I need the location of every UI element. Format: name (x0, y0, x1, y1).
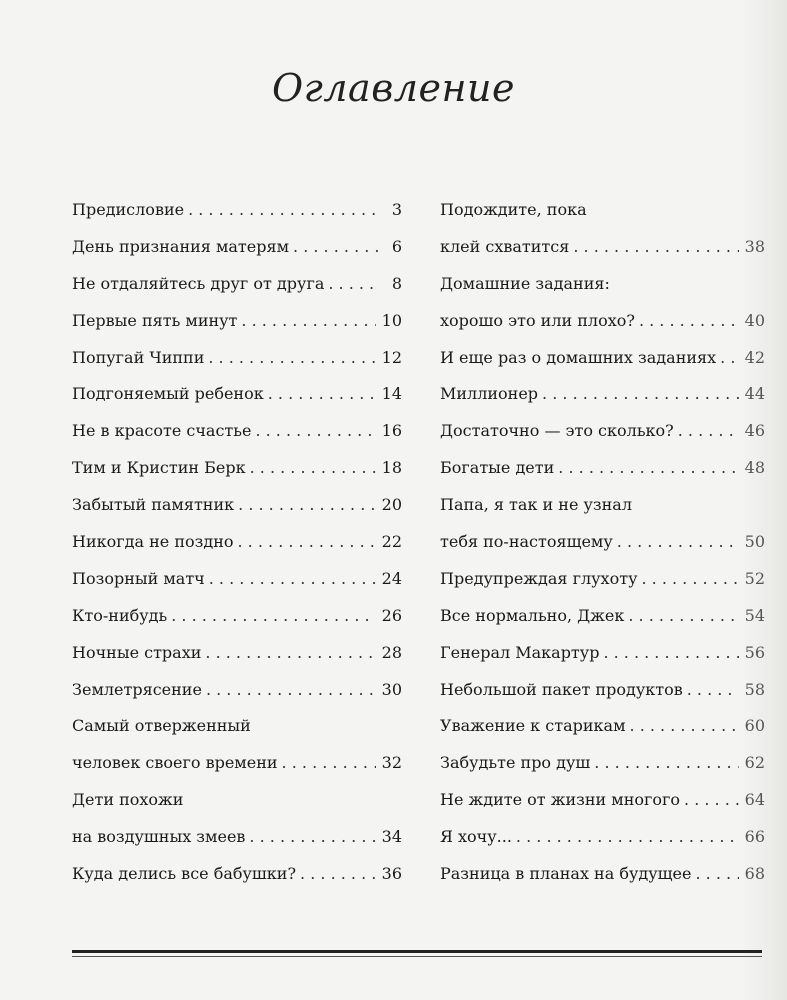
toc-entry-leader (293, 237, 378, 256)
toc-entry-title: Куда делись все бабушки? (72, 864, 297, 884)
toc-entry-leader (250, 458, 376, 477)
toc-entry-leader (687, 680, 739, 699)
toc-entry-title: Богатые дети (440, 458, 555, 478)
toc-entry-title: Подгоняемый ребенок (72, 384, 264, 404)
toc-entry (440, 864, 765, 901)
toc-entry-title: Не ждите от жизни многого (440, 790, 681, 810)
toc-entry (440, 274, 765, 311)
toc-entry-page: 32 (381, 753, 402, 773)
toc-entry-page: 26 (381, 605, 402, 625)
toc-entry-title: Миллионер (440, 384, 539, 404)
toc-entry-title: Предисловие (72, 200, 185, 219)
toc-entry-title: Землетрясение (72, 679, 202, 699)
toc-entry-title: на воздушных змеев (72, 827, 246, 847)
toc-entry (440, 532, 765, 569)
toc-entry-page: 18 (381, 458, 402, 478)
toc-entry-title: Забытый памятник (72, 495, 235, 515)
toc-entry-title: Попугай Чиппи (72, 347, 205, 367)
toc-entry-page: 30 (381, 679, 402, 699)
toc-entry-leader (617, 532, 739, 551)
toc-entry-page: 46 (744, 421, 765, 441)
toc-entry-page: 20 (381, 495, 402, 515)
page-title: Оглавление (271, 66, 515, 110)
toc-entry-title: человек своего времени (72, 753, 278, 773)
toc-entry-leader (249, 827, 375, 846)
toc-entry (72, 569, 402, 606)
toc-entry (72, 458, 402, 495)
toc-entry-page: 50 (744, 532, 765, 552)
toc-entry-leader (328, 274, 378, 293)
toc-entry-leader (573, 237, 738, 256)
toc-entry (72, 237, 402, 274)
toc-entry (72, 274, 402, 311)
toc-entry (72, 200, 402, 237)
toc-entry-title: Никогда не поздно (72, 532, 234, 552)
toc-entry-page: 60 (744, 716, 765, 736)
toc-entry-page: 58 (744, 679, 765, 699)
toc-entry (72, 532, 402, 569)
toc-entry-page: 54 (744, 605, 765, 625)
toc-entry-leader (282, 753, 376, 772)
toc-entry-page: 52 (744, 568, 765, 588)
toc-entry-title: Кто-нибудь (72, 605, 168, 625)
toc-entry (72, 384, 402, 421)
toc-entry (440, 827, 765, 864)
toc-entry-page: 22 (381, 532, 402, 552)
toc-entry-title: И еще раз о домашних заданиях (440, 347, 717, 367)
toc-entry-title: хорошо это или плохо? (440, 310, 635, 330)
toc-entry-title: Не отдаляйтесь друг от друга (72, 273, 325, 293)
toc-entry (440, 421, 765, 458)
toc-entry (440, 569, 765, 606)
toc-entry-title: Я хочу... (440, 827, 512, 847)
toc-entry-leader (206, 680, 376, 699)
toc-entry-page: 66 (744, 827, 765, 847)
toc-entry-leader (720, 348, 739, 367)
toc-entry-title: Папа, я так и не узнал (440, 495, 632, 515)
toc-entry-leader (641, 569, 738, 588)
toc-entry (440, 458, 765, 495)
toc-entry-page: 28 (381, 642, 402, 662)
toc-entry-page: 62 (744, 753, 765, 773)
toc-entry-leader (594, 753, 738, 772)
toc-entry-page: 8 (391, 273, 402, 293)
toc-entry-page: 10 (381, 310, 402, 330)
toc-entry-page: 64 (744, 790, 765, 810)
toc-entry-leader (630, 716, 739, 735)
toc-entry (72, 311, 402, 348)
toc-entry-title: Дети похожи (72, 790, 184, 810)
toc-entry-title: Позорный матч (72, 568, 205, 588)
toc-entry-page: 68 (744, 864, 765, 884)
toc-entry-leader (542, 384, 739, 403)
toc-entry (72, 790, 402, 827)
toc-entry (72, 864, 402, 901)
toc-entry-page: 24 (381, 568, 402, 588)
toc-entry (72, 680, 402, 717)
toc-entry-leader (268, 384, 376, 403)
toc-entry (440, 680, 765, 717)
toc-entry (440, 753, 765, 790)
toc-right-column (440, 200, 765, 901)
toc-entry-title: Все нормально, Джек (440, 605, 625, 625)
toc-entry-leader (241, 311, 375, 330)
toc-entry-title: День признания матерям (72, 236, 290, 256)
toc-entry-leader (558, 458, 738, 477)
toc-entry (440, 716, 765, 753)
toc-entry (440, 311, 765, 348)
toc-entry (72, 606, 402, 643)
toc-entry-title: Тим и Кристин Берк (72, 458, 246, 478)
toc-entry-title: Подождите, пока (440, 200, 587, 219)
toc-entry (440, 200, 765, 237)
toc-entry-title: Небольшой пакет продуктов (440, 679, 683, 699)
toc-entry-title: Самый отверженный (72, 716, 251, 736)
toc-entry-leader (238, 532, 376, 551)
bottom-rule-thick (72, 950, 762, 953)
toc-entry-page: 16 (381, 421, 402, 441)
toc-entry (440, 495, 765, 532)
toc-entry-title: Предупреждая глухоту (440, 568, 638, 588)
toc-entry-title: клей схватится (440, 236, 570, 256)
toc-entry-leader (300, 864, 376, 883)
toc-entry-leader (628, 606, 738, 625)
toc-entry-leader (684, 790, 739, 809)
toc-entry-title: Достаточно — это сколько? (440, 421, 674, 441)
toc-entry-page: 40 (744, 310, 765, 330)
toc-entry-page: 6 (391, 236, 402, 256)
toc-entry-leader (516, 827, 739, 846)
toc-entry-leader (238, 495, 376, 514)
toc-entry-page: 44 (744, 384, 765, 404)
toc-entry-page: 36 (381, 864, 402, 884)
toc-entry (72, 716, 402, 753)
toc-entry-title: Разница в планах на будущее (440, 864, 692, 884)
toc-entry-title: Не в красоте счастье (72, 421, 252, 441)
toc-entry (440, 384, 765, 421)
toc-entry-title: Ночные страхи (72, 642, 202, 662)
toc-entry-page: 34 (381, 827, 402, 847)
toc-entry-leader (255, 421, 375, 440)
toc-entry-leader (208, 348, 375, 367)
toc-entry (440, 237, 765, 274)
toc-entry-title: Уважение к старикам (440, 716, 626, 736)
toc-entry (440, 348, 765, 385)
toc-entry-page: 3 (391, 200, 402, 219)
toc-entry-page: 48 (744, 458, 765, 478)
toc-entry (440, 790, 765, 827)
toc-entry (72, 421, 402, 458)
toc-entry (72, 827, 402, 864)
toc-entry-leader (171, 606, 375, 625)
toc-entry-page: 12 (381, 347, 402, 367)
toc-entry (72, 348, 402, 385)
bottom-rule-thin (72, 956, 762, 957)
toc-entry-page: 38 (744, 236, 765, 256)
toc-entry (72, 495, 402, 532)
toc-entry-leader (695, 864, 738, 883)
toc-entry-title: Генерал Макартур (440, 642, 600, 662)
toc-entry-leader (603, 643, 738, 662)
toc-entry-page: 56 (744, 642, 765, 662)
toc-entry (440, 606, 765, 643)
toc-entry (72, 643, 402, 680)
toc-entry (440, 643, 765, 680)
toc-entry-title: Первые пять минут (72, 310, 238, 330)
toc-entry-leader (205, 643, 375, 662)
toc-entry-page: 42 (744, 347, 765, 367)
toc-entry-title: тебя по-настоящему (440, 532, 613, 552)
toc-left-column (72, 200, 402, 901)
toc-entry-leader (209, 569, 376, 588)
toc-entry-title: Домашние задания: (440, 273, 610, 293)
toc-entry-leader (188, 200, 378, 219)
toc-entry-title: Забудьте про душ (440, 753, 591, 773)
toc-entry-page: 14 (381, 384, 402, 404)
toc-entry (72, 753, 402, 790)
toc-entry-leader (639, 311, 739, 330)
toc-entry-leader (678, 421, 739, 440)
